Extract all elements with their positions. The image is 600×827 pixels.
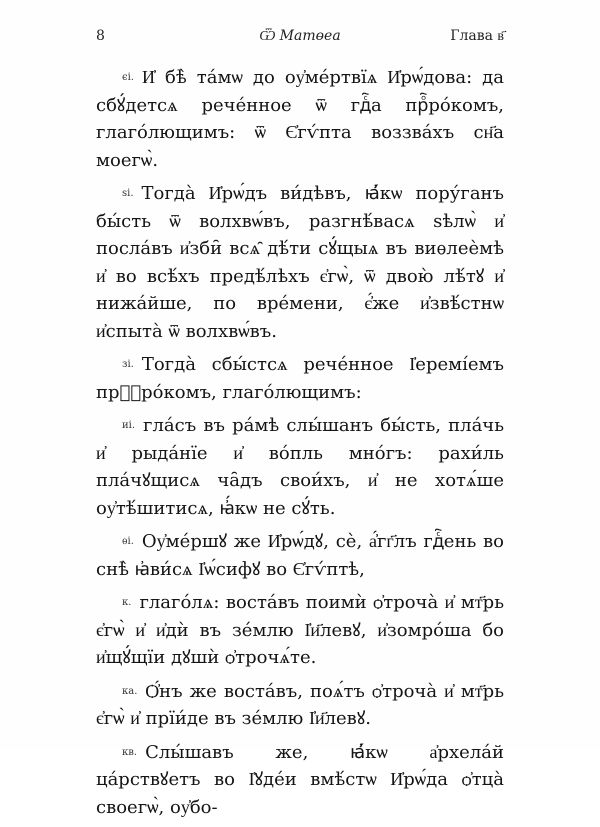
verse (96, 412, 504, 522)
verse-text: Тогда̀ И҆рѡ́дъ ви́дѣвъ, ꙗ҆́кѡ пору́ганъ бы́сть ѿ волхвѡ́въ, разгнѣ́васѧ ѕѣлѡ̀ и҆ посла́въ и҆зби̑ всѧ̑ дѣ́ти сꙋ́щыѧ въ виѳлеѐмѣ и҆ во всѣ́хъ предѣ́лѣхъ є҆гѡ̀, ѿ двою̀ лѣ́тꙋ и҆ нижа́йше, по вре́мени, є҆́же и҆звѣ́стнѡ и҆спыта̀ ѿ волхвѡ́въ. (96, 183, 504, 342)
book-title: Ѿ Матөеа (259, 28, 341, 44)
verse-list (96, 64, 504, 827)
verse (96, 589, 504, 672)
verse-number: кв. (122, 746, 138, 758)
verse-text: гла́съ въ ра́мѣ слы́шанъ бы́сть, пла́чь и҆ рыда́нїе и҆ во́пль мно́гъ: рахи́ль пла́чꙋщисѧ ча̑дъ свои́хъ, и҆ не хотѧ́ше оу҆тѣ́шитисѧ, ꙗ҆́кѡ не сꙋ́ть. (96, 415, 504, 519)
verse-number: к. (122, 597, 132, 608)
verse-number: зі. (122, 359, 134, 370)
running-header (96, 28, 504, 52)
verse-number: ѕі. (122, 188, 134, 199)
verse (96, 528, 504, 583)
verse (96, 678, 504, 733)
verse-text: глаго́лѧ: воста́въ поимѝ ѻ҆троча̀ и҆ мт҃рь є҆гѡ̀ и҆ и҆дѝ въ зе́млю І҆и҃левꙋ, и҆зомро́ша бо и҆щꙋ́щїи дꙋшѝ ѻ҆трочѧ́те. (96, 592, 504, 668)
verse (96, 64, 504, 174)
verse-text: Ѻ҆́нъ же воста́въ, поѧ́тъ ѻ҆троча̀ и҆ мт҃рь є҆гѡ̀ и҆ прїи́де въ зе́млю І҆и҃левꙋ. (96, 680, 504, 729)
verse-number: иі. (122, 420, 136, 431)
verse (96, 180, 504, 345)
verse-text: Оу҆ме́ршꙋ же И҆рѡ́дꙋ, сѐ, а҆́гг҃лъ гдⷭ҇ень во снѣ̀ ꙗ҆ви́сѧ І҆ѡ́сифꙋ во Є҆гѵ́птѣ, (96, 531, 504, 580)
verse (96, 351, 504, 406)
verse-text: Тогда̀ сбы́стсѧ рече́нное І҆еремі́емъ прⷪ҇ро́комъ, глаго́лющимъ: (96, 354, 504, 403)
verse (96, 739, 504, 822)
verse-number: єі. (122, 72, 134, 83)
verse-number: ѳі. (122, 536, 134, 547)
chapter-label: Глава в҃ (450, 28, 504, 44)
verse-number: ка. (122, 685, 138, 697)
verse-text: Слы́шавъ же, ꙗ҆́кѡ а҆рхела́й ца́рствꙋетъ во І҆ꙋде́и вмѣ́стѡ И҆рѡ́да ѻ҆тца̀ своегѡ̀, оу҆бо- (96, 741, 504, 818)
page-number: 8 (96, 28, 105, 44)
verse-text: И҆ бѣ̀ та́мѡ до оу҆ме́ртвїѧ И҆рѡ́дова: да сбꙋ́детсѧ рече́нное ѿ гдⷭ҇а прⷪ҇ро́комъ, глаго́лющимъ: ѿ Є҆гѵ́пта воззва́хъ сн҃а моегѡ̀. (96, 67, 504, 171)
